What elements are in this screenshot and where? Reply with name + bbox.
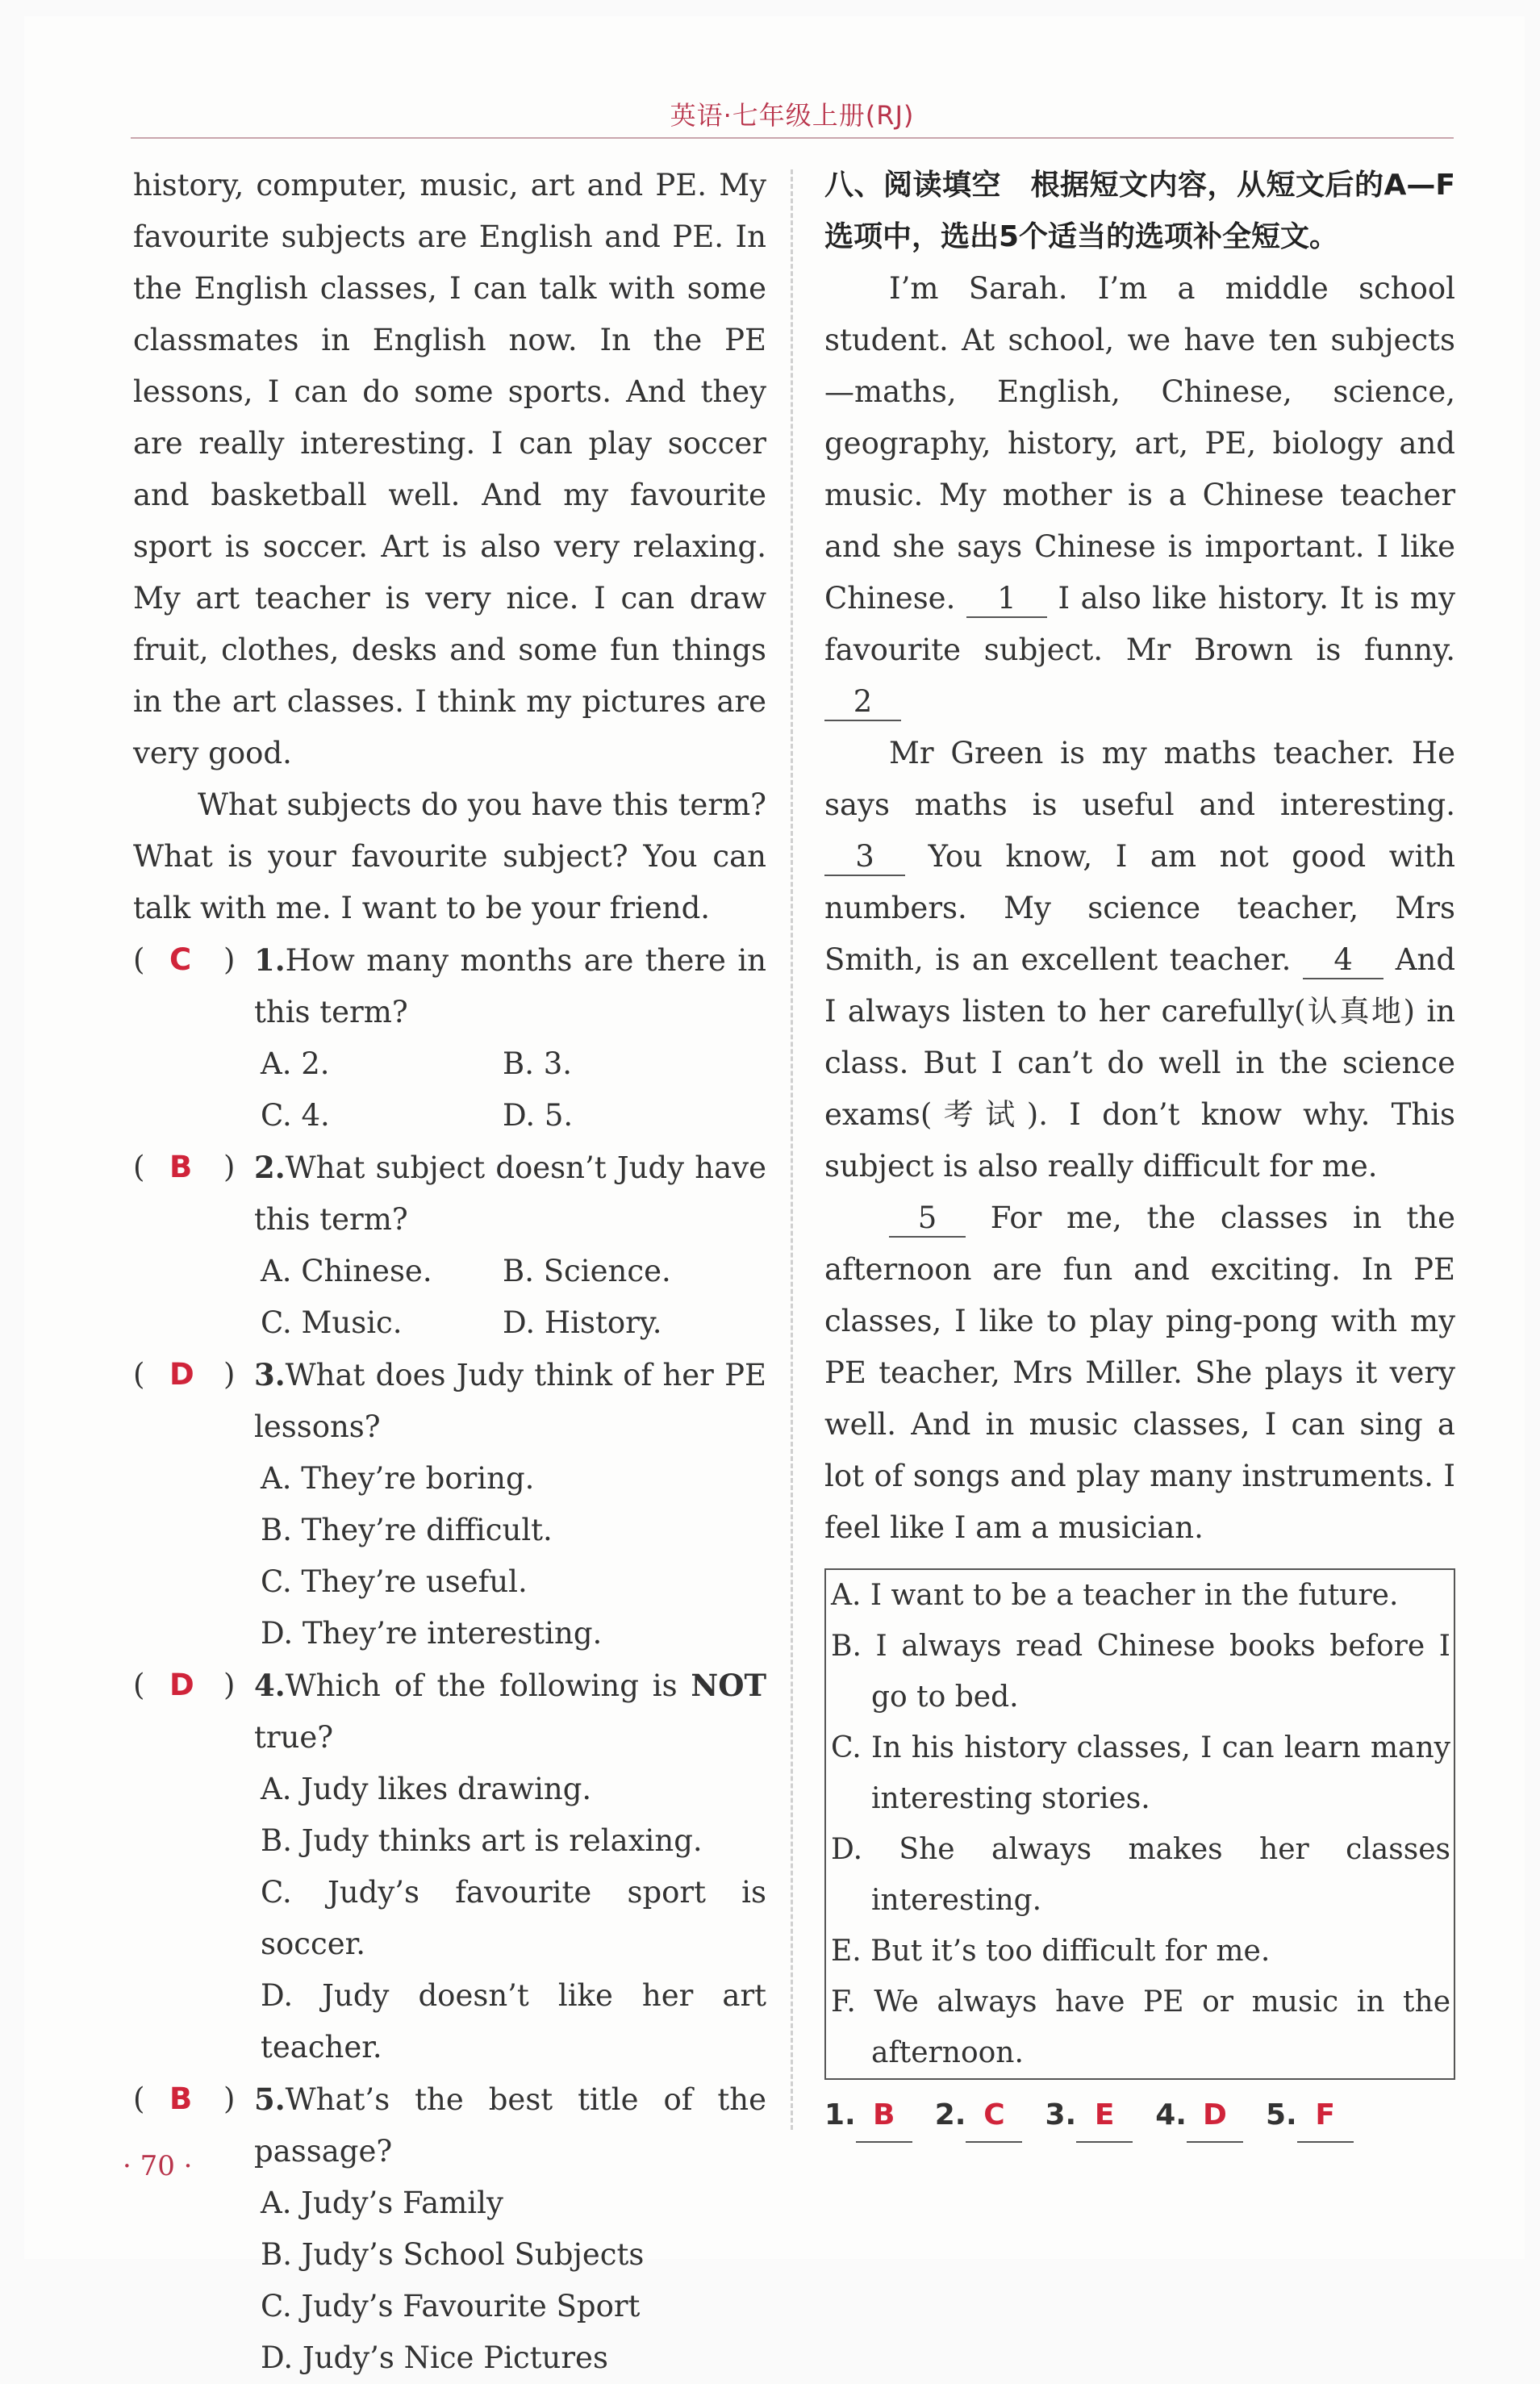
option-b: B. Science. [503, 1254, 671, 1288]
answer-mark: B [169, 1150, 193, 1184]
question-text: What does Judy think of her PE lessons? [254, 1358, 766, 1444]
option-item-b: B. I always read Chinese books before I go to bed. [831, 1630, 1450, 1714]
answer-value: B [856, 2090, 912, 2143]
right-column [824, 160, 1455, 2143]
answer-value: D [1187, 2090, 1243, 2143]
question-number: 4. [254, 1668, 286, 1703]
answer-bracket: ( B ) [133, 2073, 254, 2125]
option-d: D. History. [503, 1305, 662, 1340]
option-a: A. Judy likes drawing. [261, 1772, 592, 1806]
option-a: A. 2. [261, 1046, 330, 1081]
answer-mark: B [169, 2081, 193, 2116]
answer-row [824, 2090, 1455, 2143]
cloze-paragraph-1 [824, 263, 1455, 728]
left-column [133, 160, 766, 2384]
blank-4: 4 [1303, 942, 1383, 979]
option-item-f: F. We always have PE or music in the afternoon. [831, 1985, 1450, 2069]
question-5 [133, 2073, 766, 2384]
option-item-e: E. But it’s too difficult for me. [831, 1935, 1271, 1968]
header-divider [131, 137, 1454, 139]
answer-item-2 [935, 2090, 1023, 2143]
answer-bracket: ( D ) [133, 1349, 254, 1401]
option-c: C. They’re useful. [261, 1564, 528, 1599]
option-c: C. 4. [261, 1098, 330, 1133]
paragraph-text: I’m Sarah. I’m a middle school student. At school, we have ten subjects—maths, English, Chinese, science, geography, history, art, PE, biology and music. My mother is a Chinese teacher and she says Chinese is important. I like Chinese. [824, 271, 1455, 616]
answer-number: 1. [824, 2098, 856, 2131]
option-b: B. Judy thinks art is relaxing. [261, 1823, 703, 1858]
question-number: 2. [254, 1150, 286, 1185]
answer-value: C [966, 2090, 1022, 2143]
question-number: 5. [254, 2081, 286, 2117]
answer-mark: C [169, 942, 192, 977]
option-a: A. They’re boring. [261, 1461, 535, 1496]
paragraph-text: For me, the classes in the afternoon are fun and exciting. In PE classes, I like to play ping-pong with my PE teacher, Mrs Miller. She plays it very well. And in music classes, I can sing a lot of songs and play many instruments. I feel like I am a musician. [824, 1200, 1455, 1545]
answer-value: E [1076, 2090, 1133, 2143]
blank-5: 5 [889, 1200, 966, 1238]
page-header: 英语·七年级上册(RJ) [670, 100, 915, 131]
cloze-paragraph-2 [824, 728, 1455, 1192]
option-item-a: A. I want to be a teacher in the future. [831, 1579, 1399, 1612]
passage-paragraph-2: What subjects do you have this term? What is your favourite subject? You can talk with me. I want to be your friend. [133, 787, 766, 925]
blank-2: 2 [824, 684, 901, 721]
question-text-end: true? [254, 1720, 334, 1755]
option-b: B. 3. [503, 1046, 573, 1081]
paragraph-text: You know, I am not good with numbers. My science teacher, Mrs Smith, is an excellent teacher. [824, 839, 1455, 977]
question-text: Which of the following is [285, 1668, 691, 1703]
question-1 [133, 934, 766, 1142]
page-number: · 70 · [123, 2150, 193, 2182]
answer-bracket: ( B ) [133, 1142, 254, 1193]
blank-1: 1 [966, 581, 1047, 618]
answer-number: 2. [934, 2098, 966, 2131]
option-a: A. Chinese. [261, 1254, 432, 1288]
answer-bracket: ( C ) [133, 934, 254, 986]
option-c: C. Judy’s Favourite Sport [261, 2289, 641, 2323]
column-divider [791, 169, 793, 2130]
answer-number: 4. [1155, 2098, 1187, 2131]
question-text: How many months are there in this term? [254, 943, 766, 1029]
question-4 [133, 1660, 766, 2073]
section-title: 八、阅读填空 根据短文内容，从短文后的A—F选项中，选出5个适当的选项补全短文。 [824, 169, 1455, 253]
question-2 [133, 1142, 766, 1349]
answer-number: 3. [1045, 2098, 1077, 2131]
answer-number: 5. [1265, 2098, 1297, 2131]
answer-item-3 [1045, 2090, 1133, 2143]
option-item-c: C. In his history classes, I can learn many interesting stories. [831, 1731, 1450, 1815]
option-d: D. Judy doesn’t like her art teacher. [261, 1978, 766, 2065]
cloze-paragraph-3 [824, 1192, 1455, 1554]
answer-bracket: ( D ) [133, 1660, 254, 1711]
option-c: C. Judy’s favourite sport is soccer. [261, 1875, 766, 1961]
answer-value: F [1297, 2090, 1354, 2143]
paragraph-text: And I always listen to her carefully(认真地) in class. But I can’t do well in the science exams(考试). I don’t know why. This subject is also really difficult for me. [824, 942, 1455, 1184]
question-number: 1. [254, 942, 286, 978]
paragraph-text: Mr Green is my maths teacher. He says maths is useful and interesting. [824, 736, 1455, 822]
question-3 [133, 1349, 766, 1660]
answer-mark: D [169, 1668, 194, 1702]
question-emphasis: NOT [691, 1668, 766, 1703]
option-a: A. Judy’s Family [261, 2186, 503, 2220]
question-text: What subject doesn’t Judy have this term? [254, 1150, 766, 1237]
option-item-d: D. She always makes her classes interesting. [831, 1833, 1450, 1917]
passage-paragraph-1: history, computer, music, art and PE. My favourite subjects are English and PE. In the English classes, I can talk with some classmates in English now. In the PE lessons, I can do some sports. And they are really interesting. I can play soccer and basketball well. And my favourite sport is soccer. Art is also very relaxing. My art teacher is very nice. I can draw fruit, clothes, desks and some fun things in the art classes. I think my pictures are very good. [133, 168, 766, 770]
option-d: D. They’re interesting. [261, 1616, 603, 1651]
blank-3: 3 [824, 839, 905, 876]
options-box [824, 1568, 1455, 2080]
question-text: What’s the best title of the passage? [254, 2082, 766, 2169]
option-b: B. They’re difficult. [261, 1513, 553, 1547]
answer-item-1 [824, 2090, 912, 2143]
paragraph-text: I also like history. It is my favourite subject. Mr Brown is funny. [824, 581, 1455, 667]
option-b: B. Judy’s School Subjects [261, 2237, 645, 2272]
answer-mark: D [169, 1357, 194, 1392]
option-d: D. 5. [503, 1098, 574, 1133]
option-c: C. Music. [261, 1305, 403, 1340]
answer-item-4 [1155, 2090, 1243, 2143]
option-d: D. Judy’s Nice Pictures [261, 2340, 608, 2375]
answer-item-5 [1266, 2090, 1354, 2143]
question-number: 3. [254, 1357, 286, 1392]
